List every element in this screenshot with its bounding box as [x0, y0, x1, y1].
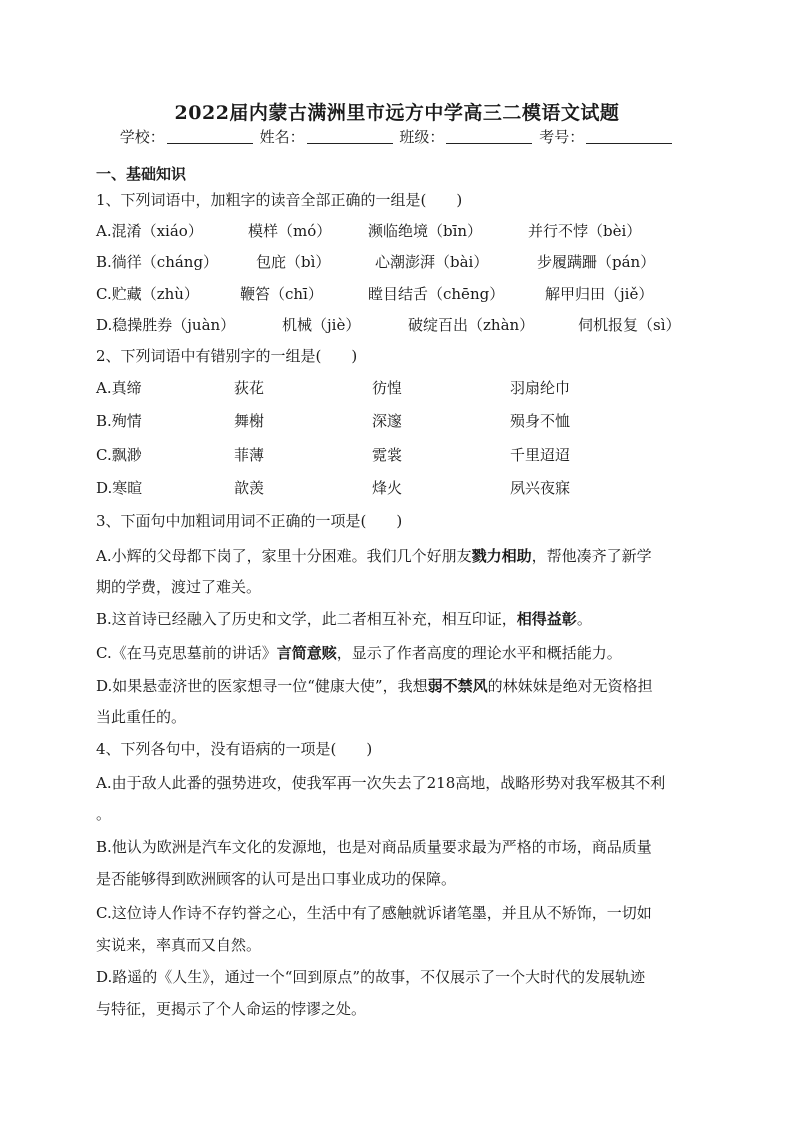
q1-option-a-1: A.混淆（xiáo）	[96, 222, 203, 240]
class-field[interactable]	[446, 129, 532, 144]
q4-option-b-line-1: B.他认为欧洲是汽车文化的发源地，也是对商品质量要求最为严格的市场，商品质量	[96, 838, 652, 856]
q1-option-c-4: 解甲归田（jiě）	[545, 285, 654, 303]
q1-option-d-1: D.稳操胜券（juàn）	[96, 316, 236, 334]
q1-option-a-3: 濒临绝境（bīn）	[368, 222, 483, 240]
q2-option-d-2: 歆羡	[234, 479, 265, 497]
q1-option-b-3: 心潮澎湃（bài）	[375, 253, 489, 271]
class-label: 班级：	[399, 128, 445, 146]
q2-option-b-2: 舞榭	[234, 412, 265, 430]
q4-option-d-line-1: D.路遥的《人生》，通过一个“回到原点”的故事，不仅展示了一个大时代的发展轨迹	[96, 968, 646, 986]
name-field[interactable]	[307, 129, 393, 144]
q3-option-b-keyword: 相得益彰	[516, 610, 577, 628]
section-heading: 一、基础知识	[96, 165, 187, 183]
q2-option-d-3: 烽火	[372, 479, 403, 497]
q2-option-b-3: 深邃	[372, 412, 403, 430]
q1-option-d-4: 伺机报复（sì）	[578, 316, 681, 334]
q1-option-c-3: 瞠目结舌（chēng）	[368, 285, 505, 303]
q3-option-d-text-2: 的林妹妹是绝对无资格担	[487, 677, 653, 695]
q2-option-b-4: 殒身不恤	[510, 412, 571, 430]
name-label: 姓名：	[259, 128, 305, 146]
q3-option-d-line-2: 当此重任的。	[96, 708, 187, 726]
q3-option-b-text-2: 。	[576, 610, 592, 628]
q3-option-a	[96, 545, 652, 566]
q3-option-a-keyword: 戮力相助	[471, 547, 532, 565]
q3-option-c-text-1: C.《在马克思墓前的讲话》	[96, 644, 277, 662]
q2-option-c-1: C.飘渺	[96, 446, 142, 464]
question-4-stem: 4、下列各句中，没有语病的一项是( )	[96, 740, 373, 758]
q3-option-c	[96, 642, 622, 663]
q2-option-c-4: 千里迢迢	[510, 446, 571, 464]
q3-option-a-line-2: 期的学费，渡过了难关。	[96, 578, 262, 596]
q1-option-b-2: 包庇（bì）	[256, 253, 331, 271]
q2-option-a-4: 羽扇纶巾	[510, 379, 571, 397]
q2-option-a-3: 彷惶	[372, 379, 403, 397]
q3-option-b-text-1: B.这首诗已经融入了历史和文学，此二者相互补充，相互印证，	[96, 610, 517, 628]
q1-option-b-1: B.徜徉（cháng）	[96, 253, 219, 271]
q3-option-d	[96, 675, 653, 696]
q2-option-d-4: 夙兴夜寐	[510, 479, 571, 497]
q3-option-a-text-2: ，帮他凑齐了新学	[531, 547, 652, 565]
q4-option-b-line-2: 是否能够得到欧洲顾客的认可是出口事业成功的保障。	[96, 870, 457, 888]
q2-option-a-2: 荻花	[234, 379, 265, 397]
q2-option-d-1: D.寒暄	[96, 479, 143, 497]
question-1-stem: 1、下列词语中，加粗字的读音全部正确的一组是( )	[96, 191, 463, 209]
q4-option-c-line-1: C.这位诗人作诗不存钓誉之心，生活中有了感触就诉诸笔墨，并且从不矫饰，一切如	[96, 904, 652, 922]
q3-option-d-keyword: 弱不禁风	[427, 677, 488, 695]
q1-option-d-3: 破绽百出（zhàn）	[408, 316, 535, 334]
q3-option-c-text-2: ，显示了作者高度的理论水平和概括能力。	[336, 644, 622, 662]
school-field[interactable]	[167, 129, 253, 144]
question-2-stem: 2、下列词语中有错别字的一组是( )	[96, 347, 358, 365]
student-info-row	[0, 126, 794, 147]
q1-option-c-1: C.贮藏（zhù）	[96, 285, 199, 303]
q3-option-d-text-1: D.如果悬壶济世的医家想寻一位“健康大使”，我想	[96, 677, 428, 695]
q2-option-b-1: B.殉情	[96, 412, 142, 430]
school-label: 学校：	[119, 128, 165, 146]
question-3-stem: 3、下面句中加粗词用词不正确的一项是( )	[96, 512, 403, 530]
q2-option-c-2: 菲薄	[234, 446, 265, 464]
q4-option-c-line-2: 实说来，率真而又自然。	[96, 936, 262, 954]
q2-option-c-3: 霓裳	[372, 446, 403, 464]
q3-option-b	[96, 608, 592, 629]
q3-option-c-keyword: 言简意赅	[276, 644, 337, 662]
q1-option-a-2: 模样（mó）	[248, 222, 332, 240]
q4-option-d-line-2: 与特征，更揭示了个人命运的悖谬之处。	[96, 1000, 367, 1018]
q4-option-a-line-2: 。	[96, 805, 112, 823]
q1-option-b-4: 步履蹒跚（pán）	[537, 253, 656, 271]
q2-option-a-1: A.真缔	[96, 379, 142, 397]
q1-option-c-2: 鞭笞（chī）	[240, 285, 323, 303]
q4-option-a-line-1: A.由于敌人此番的强势进攻，使我军再一次失去了218高地，战略形势对我军极其不利	[96, 774, 666, 792]
q3-option-a-text-1: A.小辉的父母都下岗了，家里十分困难。我们几个好朋友	[96, 547, 472, 565]
q1-option-a-4: 并行不悖（bèi）	[528, 222, 642, 240]
q1-option-d-2: 机械（jiè）	[282, 316, 361, 334]
number-label: 考号：	[539, 128, 585, 146]
page-title: 2022届内蒙古满洲里市远方中学高三二模语文试题	[174, 102, 620, 124]
number-field[interactable]	[586, 129, 672, 144]
